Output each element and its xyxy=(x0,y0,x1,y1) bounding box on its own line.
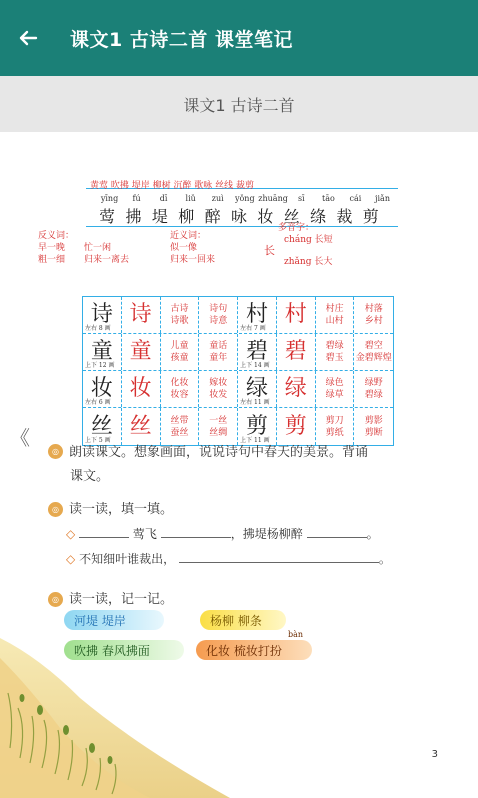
stroke-note: 上下 5 画 xyxy=(85,437,111,444)
grid-row xyxy=(83,334,393,371)
grid-word: 童话 xyxy=(209,341,228,351)
chevron-icon[interactable]: 《 xyxy=(10,426,30,450)
stroke-note: 上下 14 画 xyxy=(240,362,270,369)
fill-line-2 xyxy=(66,550,438,567)
synonym-label: 近义词： xyxy=(170,231,207,241)
chars-row xyxy=(94,204,384,227)
exercise-number-icon: ◎ xyxy=(48,502,63,517)
exercise-1-text: 朗读课文。想象画面，说说诗句中春天的美景。背诵 xyxy=(69,445,369,460)
meadow-illustration xyxy=(0,598,300,798)
grid-character: 妆 xyxy=(90,376,113,401)
grid-character: 诗 xyxy=(129,302,152,327)
grid-character: 绿 xyxy=(284,376,307,401)
grid-word: 乡村 xyxy=(364,316,383,326)
grid-word: 金碧辉煌 xyxy=(355,353,392,363)
stroke-note: 左右 6 画 xyxy=(85,399,111,406)
grid-cell xyxy=(316,371,355,407)
fill-text: 莺飞 xyxy=(132,527,157,541)
grid-word: 诗歌 xyxy=(170,316,189,326)
grid-cell xyxy=(122,297,161,333)
grid-word: 妆发 xyxy=(209,390,228,400)
vocab-char: 绦 xyxy=(310,207,327,226)
fill-text: 不知细叶谁裁出， xyxy=(79,552,176,566)
grid-cell xyxy=(238,371,277,407)
pinyin-item: yīng xyxy=(100,194,119,203)
pinyin-item: fú xyxy=(132,194,141,203)
grid-word: 山村 xyxy=(325,316,344,326)
grid-word: 儿童 xyxy=(170,341,189,351)
grid-word: 诗句 xyxy=(209,304,228,314)
vocab-char: 妆 xyxy=(257,207,274,226)
polyphone-reading-1: cháng 长短 xyxy=(284,235,333,245)
grid-character: 村 xyxy=(246,302,269,327)
pinyin-item: sī xyxy=(298,194,305,203)
stroke-note: 上下 11 画 xyxy=(240,437,270,444)
vocab-char: 丝 xyxy=(283,207,300,226)
synonym-1: 似一像 xyxy=(170,243,198,253)
exercise-3-title: 读一读，记一记。 xyxy=(69,592,174,607)
grid-word: 古诗 xyxy=(170,304,189,314)
vocab-char: 堤 xyxy=(151,207,168,226)
word-tag-1: 河堤 堤岸 xyxy=(64,610,164,630)
antonym-4: 归来一离去 xyxy=(84,255,130,265)
blank-field[interactable] xyxy=(79,526,129,538)
blank-field[interactable] xyxy=(307,526,367,538)
vocab-char: 柳 xyxy=(178,207,195,226)
grid-cell xyxy=(199,371,238,407)
fill-line-1 xyxy=(66,525,438,542)
grid-character: 剪 xyxy=(246,413,269,439)
grid-word: 诗意 xyxy=(209,316,228,326)
pinyin-item: dī xyxy=(159,194,168,203)
textbook-page xyxy=(0,140,478,798)
grid-cell xyxy=(199,334,238,370)
grid-cell xyxy=(83,371,122,407)
word-tag-2: 杨柳 柳条 xyxy=(200,610,286,630)
grid-row xyxy=(83,297,393,334)
blank-field[interactable] xyxy=(161,526,231,538)
grid-cell xyxy=(161,371,200,407)
grid-cell xyxy=(161,297,200,333)
grid-character: 村 xyxy=(284,302,307,327)
grid-word: 剪断 xyxy=(364,427,383,438)
grid-word: 绿野 xyxy=(364,378,383,388)
vocab-char: 剪 xyxy=(362,207,379,226)
grid-character: 丝 xyxy=(90,413,113,439)
grid-character: 诗 xyxy=(90,302,113,327)
antonym-1: 早一晚 xyxy=(38,243,66,253)
pinyin-item: jiǎn xyxy=(375,194,390,203)
vocab-section xyxy=(0,172,478,444)
polyphone-reading-2: zhǎng 长大 xyxy=(284,257,333,267)
stroke-note: 左右 7 画 xyxy=(240,325,266,332)
grid-word: 绿草 xyxy=(325,390,344,400)
pinyin-item: zhuāng xyxy=(258,194,288,203)
grid-cell xyxy=(238,334,277,370)
grid-word: 剪刀 xyxy=(325,415,344,426)
grid-character: 绿 xyxy=(246,376,269,401)
diamond-icon: ◇ xyxy=(66,527,76,541)
page-number: 3 xyxy=(431,749,438,760)
pinyin-item: tāo xyxy=(322,194,335,203)
grid-cell xyxy=(316,297,355,333)
top-words: 黄莺 吹拂 堤岸 柳树 沉醉 歌咏 丝线 裁剪 xyxy=(90,181,255,191)
word-tag-3: 吹拂 春风拂面 xyxy=(64,640,184,660)
grid-cell xyxy=(354,371,393,407)
vocab-char: 醉 xyxy=(204,207,221,226)
arrow-left-icon xyxy=(18,28,38,48)
lesson-header xyxy=(0,76,478,132)
back-button[interactable] xyxy=(0,0,56,76)
stroke-note: 左右 11 画 xyxy=(240,399,270,406)
pinyin-item: liǔ xyxy=(185,194,196,203)
grid-word: 一丝 xyxy=(209,415,228,426)
grid-cell xyxy=(122,371,161,407)
grid-cell xyxy=(277,371,316,407)
vocab-char: 咏 xyxy=(230,207,247,226)
grid-character: 碧 xyxy=(246,339,269,364)
exercise-number-icon: ◎ xyxy=(48,444,63,459)
antonym-label: 反义词： xyxy=(38,231,75,241)
grid-character: 剪 xyxy=(284,413,307,439)
pinyin-annotation: bàn xyxy=(288,630,304,639)
grid-cell xyxy=(277,334,316,370)
exercise-2 xyxy=(48,498,438,567)
grid-cell xyxy=(354,334,393,370)
antonym-2: 粗一细 xyxy=(38,255,66,265)
grid-word: 妆容 xyxy=(170,390,189,400)
grid-word: 绿色 xyxy=(325,378,344,388)
grid-cell xyxy=(354,297,393,333)
polyphone-label: 多音字： xyxy=(278,223,315,233)
grid-cell xyxy=(83,297,122,333)
grid-cell xyxy=(199,297,238,333)
diamond-icon: ◇ xyxy=(66,552,76,566)
grid-cell xyxy=(83,334,122,370)
grid-word: 村落 xyxy=(364,304,383,314)
pinyin-item: zuì xyxy=(211,194,224,203)
fill-text: ，拂堤杨柳醉 xyxy=(230,527,303,541)
grid-word: 碧玉 xyxy=(325,353,344,363)
polyphone-char: 长 xyxy=(264,244,275,257)
pinyin-item: yǒng xyxy=(234,194,255,203)
grid-character: 妆 xyxy=(129,376,152,401)
vocab-char: 拂 xyxy=(125,207,142,226)
lesson-title: 课文1 古诗二首 xyxy=(183,95,295,115)
grid-word: 童年 xyxy=(209,353,228,363)
grid-word: 化妆 xyxy=(170,378,189,388)
grid-cell xyxy=(122,334,161,370)
blank-field[interactable] xyxy=(179,551,379,563)
grid-character: 丝 xyxy=(129,413,152,439)
divider xyxy=(86,226,398,227)
grid-word: 孩童 xyxy=(170,353,189,363)
grid-cell xyxy=(316,334,355,370)
fill-text: 。 xyxy=(366,527,379,541)
exercise-number-icon: ◎ xyxy=(48,592,63,607)
pinyin-row xyxy=(96,194,396,203)
grid-word: 嫁妆 xyxy=(209,378,228,388)
character-grid xyxy=(82,296,394,446)
grid-word: 蚕丝 xyxy=(170,427,189,438)
fill-text: 。 xyxy=(378,552,391,566)
exercise-1 xyxy=(48,440,428,488)
exercise-2-title: 读一读，填一填。 xyxy=(69,502,174,517)
antonym-3: 忙一闲 xyxy=(84,243,112,253)
grid-cell xyxy=(161,334,200,370)
word-tag-4: 化妆 梳妆打扮 xyxy=(196,640,312,660)
grid-word: 剪影 xyxy=(364,415,383,426)
grid-character: 童 xyxy=(129,339,152,364)
pinyin-item: cái xyxy=(349,194,362,203)
app-title: 课文1 古诗二首 课堂笔记 xyxy=(70,28,293,51)
grid-word: 碧绿 xyxy=(364,390,383,400)
vocab-char: 莺 xyxy=(99,207,116,226)
grid-word: 剪纸 xyxy=(325,427,344,438)
exercise-1-text2: 课文。 xyxy=(70,469,110,484)
vocab-char: 裁 xyxy=(336,207,353,226)
grid-cell xyxy=(277,297,316,333)
grid-word: 碧绿 xyxy=(325,341,344,351)
app-bar xyxy=(0,0,478,76)
grid-row xyxy=(83,371,393,408)
grid-character: 碧 xyxy=(284,339,307,364)
grid-word: 丝绸 xyxy=(209,427,228,438)
stroke-note: 上下 12 画 xyxy=(85,362,115,369)
grid-word: 丝带 xyxy=(170,415,189,426)
grid-character: 童 xyxy=(90,339,113,364)
grid-cell xyxy=(238,297,277,333)
grid-word: 村庄 xyxy=(325,304,344,314)
grid-word: 碧空 xyxy=(364,341,383,351)
synonym-2: 归来一回来 xyxy=(170,255,216,265)
stroke-note: 左右 8 画 xyxy=(85,325,111,332)
